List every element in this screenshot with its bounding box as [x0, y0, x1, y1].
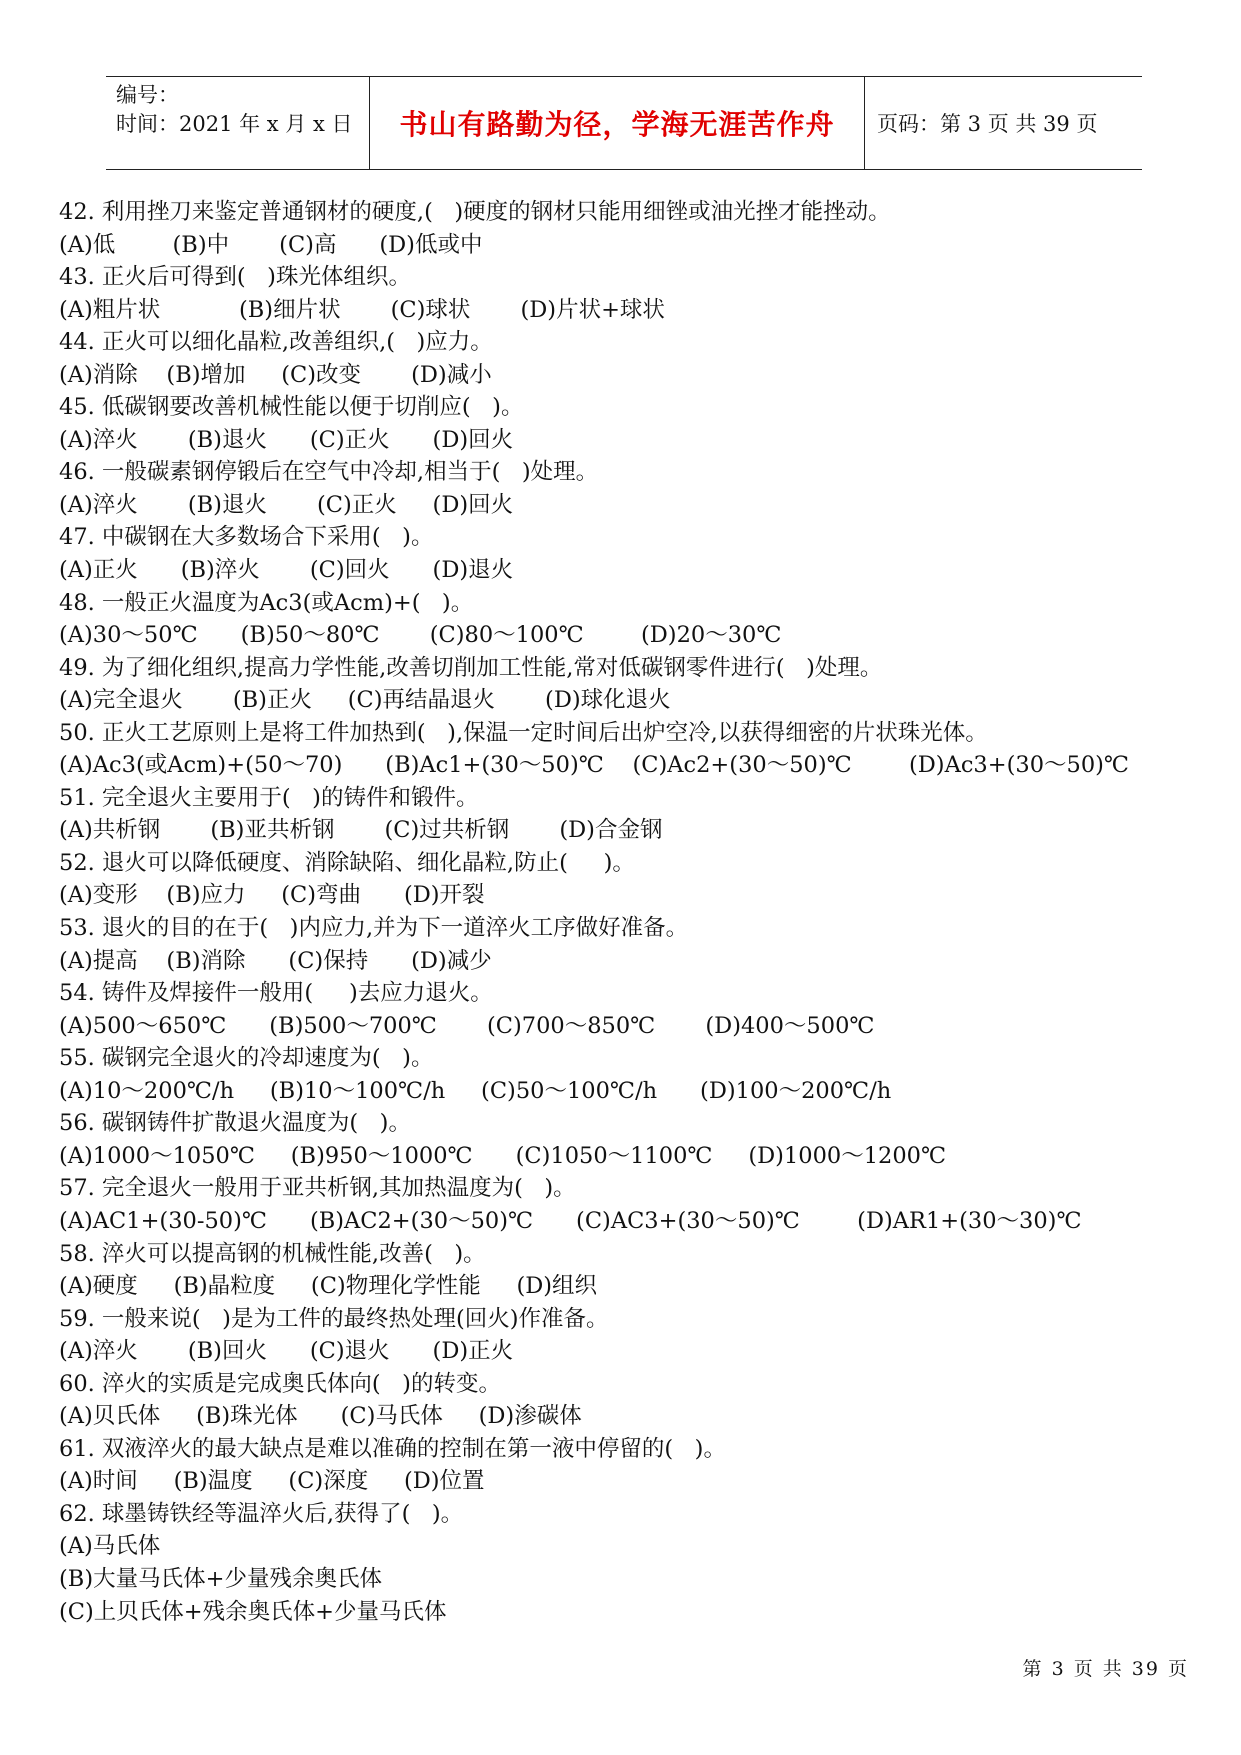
question-line: 49. 为了细化组织,提高力学性能,改善切削加工性能,常对低碳钢零件进行( )处理。 — [59, 654, 883, 681]
question-line: 56. 碳钢铸件扩散退火温度为( )。 — [59, 1110, 411, 1137]
question-line: 50. 正火工艺原则上是将工件加热到( ),保温一定时间后出炉空冷,以获得细密的片状珠光体。 — [59, 719, 988, 746]
question-line: 62. 球墨铸铁经等温淬火后,获得了( )。 — [59, 1500, 464, 1527]
question-line: 48. 一般正火温度为Ac3(或Acm)+( )。 — [59, 589, 474, 616]
answer-options-line: (C)上贝氏体+残余奥氏体+少量马氏体 — [59, 1598, 447, 1625]
question-line: 60. 淬火的实质是完成奥氏体向( )的转变。 — [59, 1370, 501, 1397]
answer-options-line: (A)时间 (B)温度 (C)深度 (D)位置 — [59, 1468, 485, 1495]
answer-options-line: (A)AC1+(30-50)℃ (B)AC2+(30～50)℃ (C)AC3+(30～50)℃ (D)AR1+(30～30)℃ — [59, 1207, 1082, 1234]
question-line: 59. 一般来说( )是为工件的最终热处理(回火)作准备。 — [59, 1305, 609, 1332]
header-motto-cell — [370, 77, 865, 169]
question-line: 47. 中碳钢在大多数场合下采用( )。 — [59, 524, 434, 551]
page-header — [106, 76, 1142, 170]
answer-options-line: (A)低 (B)中 (C)高 (D)低或中 — [59, 231, 483, 258]
question-line: 42. 利用挫刀来鉴定普通钢材的硬度,( )硬度的钢材只能用细锉或油光挫才能挫动。 — [59, 199, 891, 225]
question-line: 55. 碳钢完全退火的冷却速度为( )。 — [59, 1045, 434, 1072]
question-line: 45. 低碳钢要改善机械性能以便于切削应( )。 — [59, 394, 524, 421]
question-line: 57. 完全退火一般用于亚共析钢,其加热温度为( )。 — [59, 1175, 576, 1202]
header-page-cell — [865, 77, 1142, 169]
answer-options-line: (A)完全退火 (B)正火 (C)再结晶退火 (D)球化退火 — [59, 687, 671, 714]
question-line: 52. 退火可以降低硬度、消除缺陷、细化晶粒,防止( )。 — [59, 849, 635, 876]
answer-options-line: (A)共析钢 (B)亚共析钢 (C)过共析钢 (D)合金钢 — [59, 817, 663, 844]
question-line: 46. 一般碳素钢停锻后在空气中冷却,相当于( )处理。 — [59, 459, 599, 486]
header-left-cell — [106, 77, 370, 169]
answer-options-line: (A)消除 (B)增加 (C)改变 (D)减小 — [59, 361, 492, 388]
page-footer: 第 3 页 共 39 页 — [1022, 1658, 1189, 1680]
number-label: 编号： — [116, 83, 179, 107]
question-line: 43. 正火后可得到( )珠光体组织。 — [59, 264, 411, 291]
answer-options-line: (A)提高 (B)消除 (C)保持 (D)减少 — [59, 947, 492, 974]
page-info: 页码：第 3 页 共 39 页 — [877, 112, 1098, 136]
answer-options-line: (A)10～200℃/h (B)10～100℃/h (C)50～100℃/h (D)100～200℃/h — [59, 1077, 892, 1104]
question-content — [59, 196, 1179, 1628]
motto-text: 书山有路勤为径，学海无涯苦作舟 — [399, 108, 835, 141]
answer-options-line: (A)硬度 (B)晶粒度 (C)物理化学性能 (D)组织 — [59, 1273, 598, 1300]
answer-options-line: (B)大量马氏体+少量残余奥氏体 — [59, 1565, 382, 1592]
question-line: 61. 双液淬火的最大缺点是难以准确的控制在第一液中停留的( )。 — [59, 1435, 726, 1462]
question-line: 53. 退火的目的在于( )内应力,并为下一道淬火工序做好准备。 — [59, 915, 689, 942]
answer-options-line: (A)淬火 (B)退火 (C)正火 (D)回火 — [59, 491, 514, 518]
question-line: 51. 完全退火主要用于( )的铸件和锻件。 — [59, 784, 479, 811]
answer-options-line: (A)马氏体 — [59, 1533, 161, 1560]
question-line: 44. 正火可以细化晶粒,改善组织,( )应力。 — [59, 329, 493, 356]
answer-options-line: (A)Ac3(或Acm)+(50～70) (B)Ac1+(30～50)℃ (C)Ac2+(30～50)℃ (D)Ac3+(30～50)℃ — [59, 752, 1130, 779]
answer-options-line: (A)正火 (B)淬火 (C)回火 (D)退火 — [59, 557, 514, 584]
question-line: 58. 淬火可以提高钢的机械性能,改善( )。 — [59, 1240, 486, 1267]
question-line: 54. 铸件及焊接件一般用( )去应力退火。 — [59, 980, 493, 1007]
answer-options-line: (A)粗片状 (B)细片状 (C)球状 (D)片状+球状 — [59, 296, 665, 323]
answer-options-line: (A)30～50℃ (B)50～80℃ (C)80～100℃ (D)20～30℃ — [59, 622, 782, 649]
time-label: 时间：2021 年 x 月 x 日 — [116, 112, 353, 136]
answer-options-line: (A)500～650℃ (B)500～700℃ (C)700～850℃ (D)400～500℃ — [59, 1012, 875, 1039]
answer-options-line: (A)淬火 (B)回火 (C)退火 (D)正火 — [59, 1338, 514, 1365]
answer-options-line: (A)贝氏体 (B)珠光体 (C)马氏体 (D)渗碳体 — [59, 1403, 582, 1430]
answer-options-line: (A)1000～1050℃ (B)950～1000℃ (C)1050～1100℃ (D)1000～1200℃ — [59, 1142, 947, 1169]
answer-options-line: (A)变形 (B)应力 (C)弯曲 (D)开裂 — [59, 882, 485, 909]
answer-options-line: (A)淬火 (B)退火 (C)正火 (D)回火 — [59, 426, 514, 453]
